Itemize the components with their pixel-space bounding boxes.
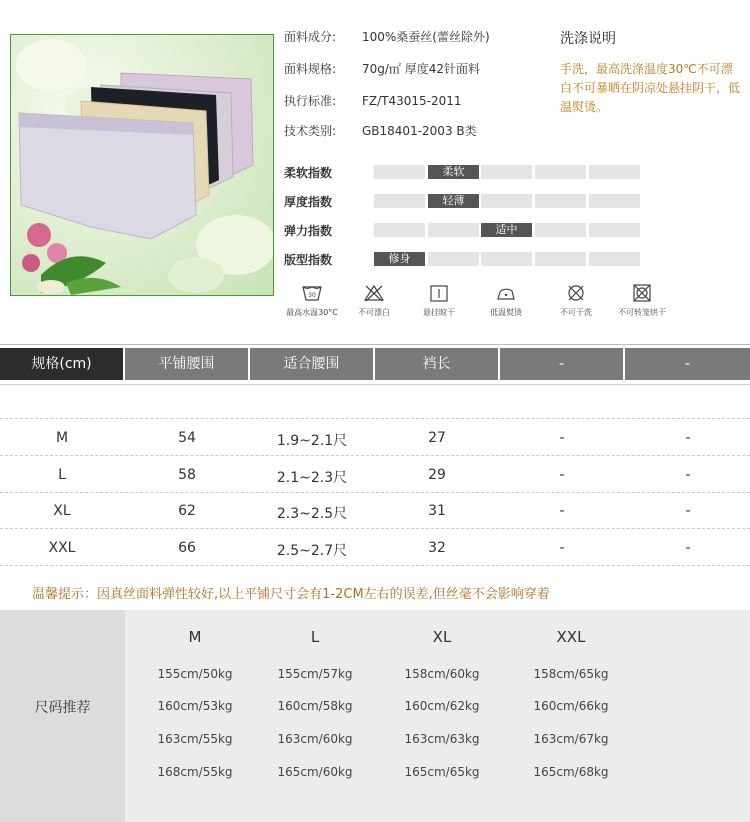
index-marker: 轻薄 <box>428 194 479 208</box>
index-segment <box>481 165 532 179</box>
recommend-cell: 158cm/60kg <box>404 667 480 681</box>
size-cell: - <box>559 540 565 556</box>
index-segment <box>589 223 640 237</box>
index-segment <box>428 223 479 237</box>
index-segment <box>481 252 532 266</box>
recommend-cell: 158cm/65kg <box>533 667 609 681</box>
table-header-rule <box>0 384 750 385</box>
size-cell: XL <box>53 503 71 519</box>
recommend-size-header: M <box>188 628 202 646</box>
recommend-cell: 160cm/53kg <box>157 699 233 713</box>
row-divider <box>0 565 750 566</box>
index-segment <box>428 252 479 266</box>
low-iron-icon <box>466 284 546 318</box>
elasticity-index-label: 弹力指数 <box>284 224 333 238</box>
size-cell: 2.1~2.3尺 <box>276 470 348 486</box>
spec-value: 100%桑蚕丝(蕾丝除外) <box>362 30 490 44</box>
recommend-cell: 163cm/55kg <box>157 732 233 746</box>
recommend-cell: 160cm/66kg <box>533 699 609 713</box>
spec-composition <box>284 28 490 45</box>
spec-label: 面料成分: <box>284 30 337 44</box>
recommend-cell: 165cm/60kg <box>277 765 353 779</box>
spec-label: 面料规格: <box>284 62 337 76</box>
header-col6: - <box>625 348 750 380</box>
size-cell: L <box>58 467 66 483</box>
size-cell: 29 <box>428 467 446 483</box>
spec-value: GB18401-2003 B类 <box>362 124 477 138</box>
index-segment <box>374 223 425 237</box>
row-divider <box>0 492 750 493</box>
fit-index-label: 版型指数 <box>284 253 333 267</box>
spec-value: FZ/T43015-2011 <box>362 94 462 108</box>
care-caption: 低温熨烫 <box>490 308 522 317</box>
index-segment <box>589 165 640 179</box>
index-marker: 修身 <box>374 252 425 266</box>
size-cell: 2.5~2.7尺 <box>276 543 348 559</box>
softness-index-label: 柔软指数 <box>284 166 333 180</box>
recommend-cell: 163cm/67kg <box>533 732 609 746</box>
size-cell: 2.3~2.5尺 <box>276 506 348 522</box>
header-size: 规格(cm) <box>0 348 123 380</box>
row-divider <box>0 418 750 419</box>
thickness-index-label: 厚度指数 <box>284 195 333 209</box>
recommend-cell: 155cm/57kg <box>277 667 353 681</box>
recommend-cell: 160cm/58kg <box>277 699 353 713</box>
size-cell: 31 <box>428 503 446 519</box>
recommend-size-header: XXL <box>556 628 586 646</box>
index-marker: 适中 <box>481 223 532 237</box>
row-divider <box>0 528 750 529</box>
size-cell: 62 <box>178 503 196 519</box>
size-table-header <box>0 348 750 380</box>
size-cell: 66 <box>178 540 196 556</box>
recommend-cell: 163cm/63kg <box>404 732 480 746</box>
no-tumble-dry-icon <box>602 284 682 318</box>
recommend-cell: 155cm/50kg <box>157 667 233 681</box>
index-segment <box>535 165 586 179</box>
svg-text:30: 30 <box>308 292 316 299</box>
size-cell: 1.9~2.1尺 <box>276 433 348 449</box>
header-fit-waist: 适合腰围 <box>250 348 373 380</box>
size-cell: - <box>559 467 565 483</box>
recommend-size-header: L <box>310 628 320 646</box>
index-segment <box>374 194 425 208</box>
recommend-cell: 165cm/65kg <box>404 765 480 779</box>
index-marker: 柔软 <box>428 165 479 179</box>
spec-label: 技术类别: <box>284 124 337 138</box>
table-top-rule <box>0 344 750 345</box>
care-text: 手洗，最高洗涤温度30℃不可漂白不可暴晒在阴凉处悬挂阴干，低温熨烫。 <box>560 62 741 114</box>
index-segment <box>535 223 586 237</box>
size-cell: - <box>559 430 565 446</box>
spec-specification <box>284 60 480 77</box>
care-caption: 最高水温30°C <box>286 308 338 317</box>
recommend-title: 尺码推荐 <box>34 700 91 716</box>
product-photo <box>10 34 274 296</box>
spec-tech-class <box>284 122 477 139</box>
size-tip: 温馨提示：因真丝面料弹性较好,以上平铺尺寸会有1-2CM左右的误差,但丝毫不会影响穿着 <box>32 587 550 602</box>
size-cell: - <box>685 540 691 556</box>
index-segment <box>374 165 425 179</box>
spec-standard <box>284 92 462 109</box>
index-segment <box>589 252 640 266</box>
spec-value: 70g/㎡ 厚度42针面料 <box>362 62 481 76</box>
size-cell: 32 <box>428 540 446 556</box>
care-title: 洗涤说明 <box>560 31 616 47</box>
recommend-size-header: XL <box>432 628 452 646</box>
header-flat-waist: 平铺腰围 <box>125 348 248 380</box>
size-cell: 27 <box>428 430 446 446</box>
header-rise: 裆长 <box>375 348 498 380</box>
recommend-cell: 160cm/62kg <box>404 699 480 713</box>
recommend-cell: 163cm/60kg <box>277 732 353 746</box>
size-cell: - <box>559 503 565 519</box>
index-segment <box>535 252 586 266</box>
care-caption: 不可转笼烘干 <box>618 308 666 317</box>
size-cell: 58 <box>178 467 196 483</box>
index-segment <box>481 194 532 208</box>
recommend-cell: 165cm/68kg <box>533 765 609 779</box>
size-cell: - <box>685 503 691 519</box>
index-segment <box>589 194 640 208</box>
size-cell: M <box>55 430 69 446</box>
size-cell: - <box>685 467 691 483</box>
recommend-cell: 168cm/55kg <box>157 765 233 779</box>
row-divider <box>0 455 750 456</box>
care-caption: 悬挂晾干 <box>423 308 455 317</box>
header-col5: - <box>500 348 623 380</box>
index-segment <box>535 194 586 208</box>
care-caption: 不可干洗 <box>560 308 592 317</box>
spec-label: 执行标准: <box>284 94 337 108</box>
size-cell: 54 <box>178 430 196 446</box>
size-cell: XXL <box>48 540 76 556</box>
care-caption: 不可漂白 <box>358 308 390 317</box>
size-cell: - <box>685 430 691 446</box>
